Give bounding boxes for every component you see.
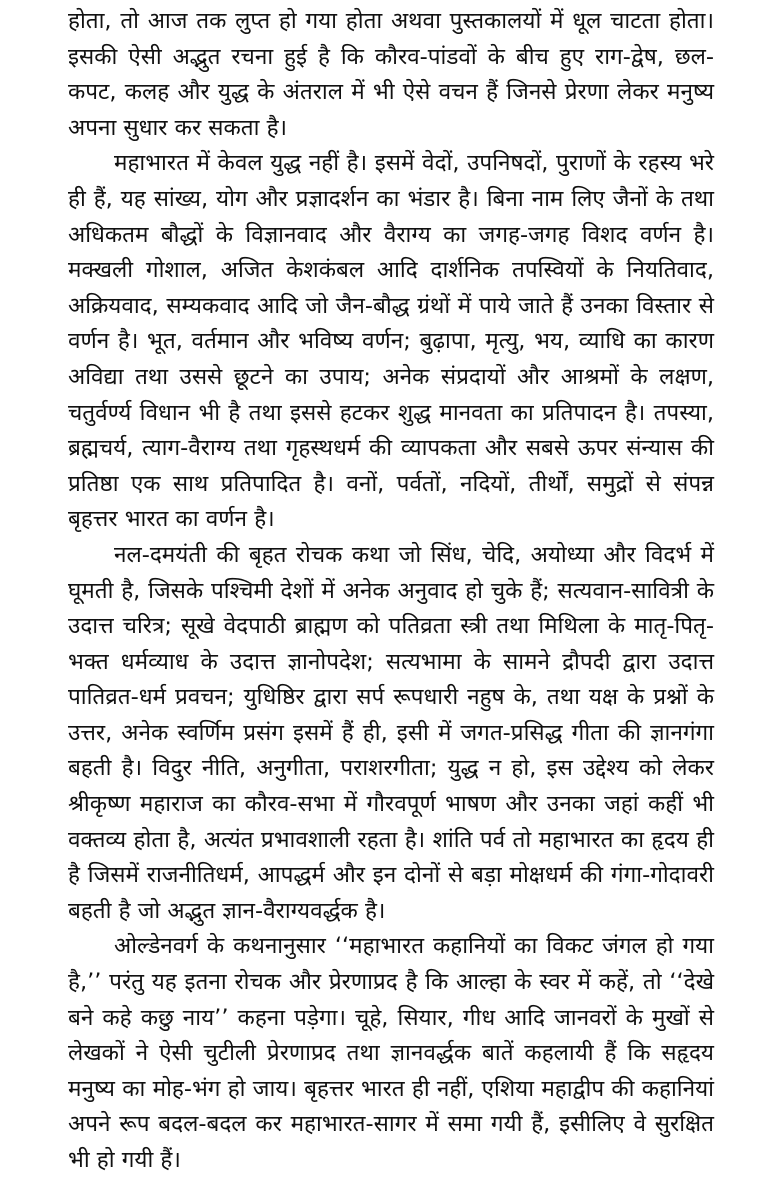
paragraph-mahabharata-contents: महाभारत में केवल युद्ध नहीं है। इसमें वेदों, उपनिषदों, पुराणों के रहस्य भरे ही हैं, यह सांख्य, योग और प्रज्ञादर्शन का भंडार है। बिना नाम लिए जैनों के तथा अधिकतम बौद्धों के विज्ञानवाद और वैराग्य का जगह-जगह विशद वर्णन है। मक्खली गोशाल, अजित केशकंबल आदि दार्शनिक तपस्वियों के नियतिवाद, अक्रियवाद, सम्यकवाद आदि जो जैन-बौद्ध ग्रंथों में पाये जाते हैं उनका विस्तार से वर्णन है। भूत, वर्तमान और भविष्य वर्णन; बुढ़ापा, मृत्यु, भय, व्याधि का कारण अविद्या तथा उससे छूटने का उपाय; अनेक संप्रदायों और आश्रमों के लक्षण, चतुर्वर्ण्य विधान भी है तथा इससे हटकर शुद्ध मानवता का प्रतिपादन है। तपस्या, ब्रह्मचर्य, त्याग-वैराग्य तथा गृहस्थधर्म की व्यापकता और सबसे ऊपर संन्यास की प्रतिष्ठा एक साथ प्रतिपादित है। वनों, पर्वतों, नदियों, तीर्थों, समुद्रों से संपन्न बृहत्तर भारत का वर्णन है। [68,150,714,533]
paragraph-continuation: होता, तो आज तक लुप्त हो गया होता अथवा पुस्तकालयों में धूल चाटता होता। इसकी ऐसी अद्भुत रचना हुई है कि कौरव-पांडवों के बीच हुए राग-द्वेष, छल-कपट, कलह और युद्ध के अंतराल में भी ऐसे वचन हैं जिनसे प्रेरणा लेकर मनुष्य अपना सुधार कर सकता है। [68,8,714,141]
paragraph-oldenberg-quote: ओल्डेनवर्ग के कथनानुसार ‘‘महाभारत कहानियों का विकट जंगल हो गया है,’’ परंतु यह इतना रोचक और प्रेरणाप्रद है कि आल्हा के स्वर में कहें, तो ‘‘देखे बने कहे कछु नाय’’ कहना पड़ेगा। चूहे, सियार, गीध आदि जानवरों के मुखों से लेखकों ने ऐसी चुटीली प्रेरणाप्रद तथा ज्ञानवर्द्धक बातें कहलायी हैं कि सहृदय मनुष्य का मोह-भंग हो जाय। बृहत्तर भारत ही नहीं, एशिया महाद्वीप की कहानियां अपने रूप बदल-बदल कर महाभारत-सागर में समा गयी हैं, इसीलिए वे सुरक्षित भी हो गयी हैं। [68,933,714,1173]
paragraph-stories-and-teachings: नल-दमयंती की बृहत रोचक कथा जो सिंध, चेदि, अयोध्या और विदर्भ में घूमती है, जिसके पश्चिमी देशों में अनेक अनुवाद हो चुके हैं; सत्यवान-सावित्री के उदात्त चरित्र; सूखे वेदपाठी ब्राह्मण को पतिव्रता स्त्री तथा मिथिला के मातृ-पितृ-भक्त धर्मव्याध के उदात्त ज्ञानोपदेश; सत्यभामा के सामने द्रौपदी द्वारा उदात्त पातिव्रत-धर्म प्रवचन; युधिष्ठिर द्वारा सर्प रूपधारी नहुष के, तथा यक्ष के प्रश्नों के उत्तर, अनेक स्वर्णिम प्रसंग इसमें हैं ही, इसी में जगत-प्रसिद्ध गीता की ज्ञानगंगा बहती है। विदुर नीति, अनुगीता, पराशरगीता; युद्ध न हो, इस उद्देश्य को लेकर श्रीकृष्ण महाराज का कौरव-सभा में गौरवपूर्ण भाषण और उनका जहां कहीं भी वक्तव्य होता है, अत्यंत प्रभावशाली रहता है। शांति पर्व तो महाभारत का हृदय ही है जिसमें राजनीतिधर्म, आपद्धर्म और इन दोनों से बड़ा मोक्षधर्म की गंगा-गोदावरी बहती है जो अद्भुत ज्ञान-वैराग्यवर्द्धक है। [68,541,714,924]
